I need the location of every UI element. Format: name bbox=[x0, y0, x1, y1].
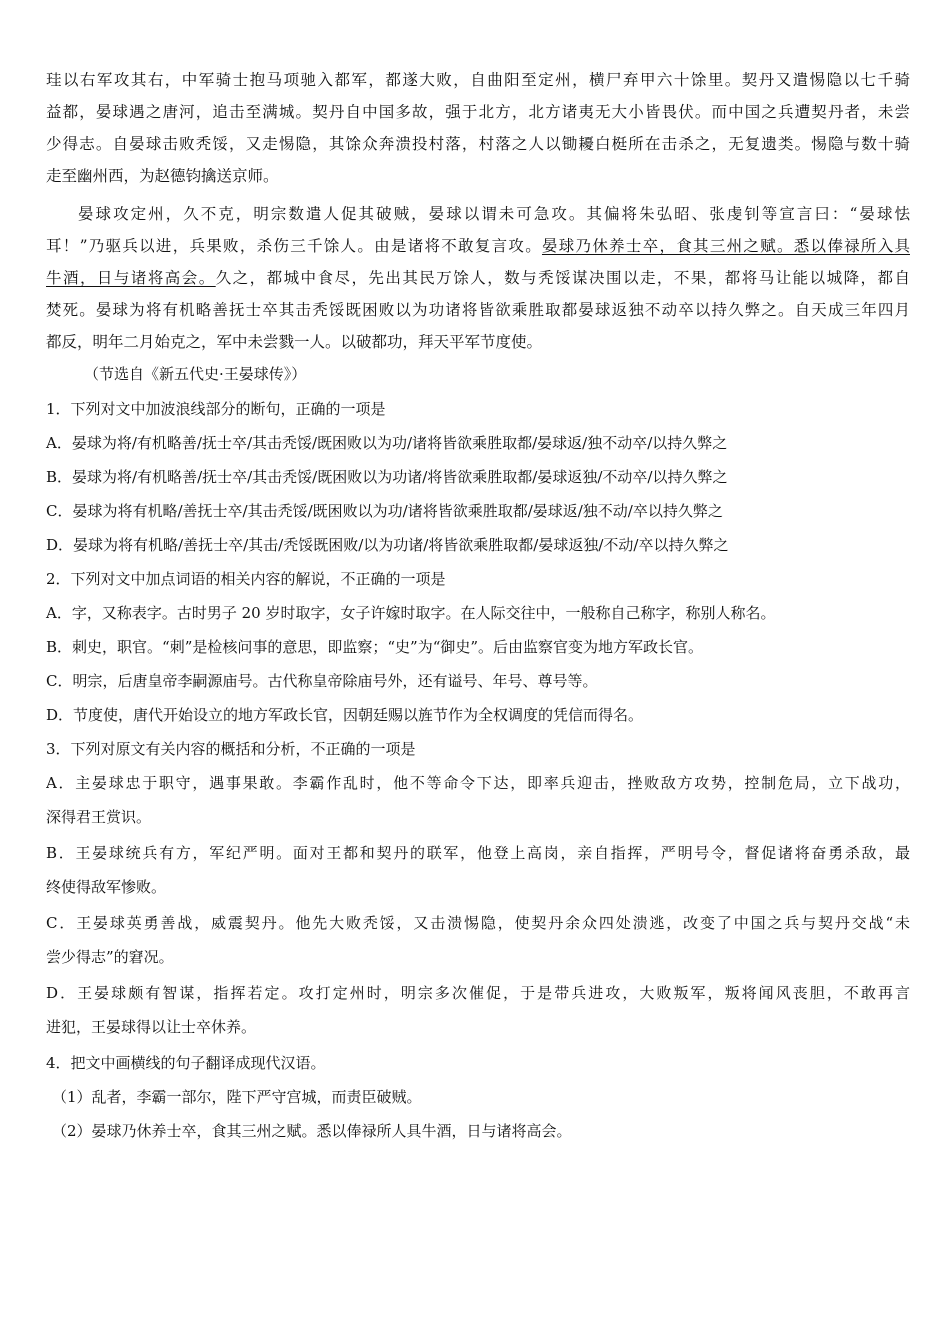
question-4 bbox=[46, 1046, 910, 1148]
question-2 bbox=[46, 562, 910, 732]
option-b: B．晏球为将/有机略善/抚士卒/其击秃馁/既困败以为功诸/将皆欲乘胜取都/晏球返独/不动卒/以持久弊之 bbox=[46, 468, 728, 486]
option-d: D．晏球为将有机略/善抚士卒/其击/秃馁既困败/以为功诸/将皆欲乘胜取都/晏球返独/不动/卒以持久弊之 bbox=[46, 536, 729, 554]
option-b-continued: 终使得敌军惨败。 bbox=[46, 878, 167, 896]
wavy-line-passage: 焚死。晏球为将有机略善抚士卒其击秃馁既困败以为功诸将皆欲乘胜取都晏球返独不动卒以持久弊之。自天成三年四月 bbox=[46, 301, 910, 319]
passage bbox=[46, 64, 910, 392]
option-c: C．明宗，后唐皇帝李嗣源庙号。古代称皇帝除庙号外，还有谥号、年号、尊号等。 bbox=[46, 672, 598, 690]
option-d: D．王晏球颇有智谋，指挥若定。攻打定州时，明宗多次催促，于是带兵进攻，大败叛军，叛将闻风丧胆，不敢再言 bbox=[46, 984, 910, 1002]
option-a: A．晏球为将/有机略善/抚士卒/其击秃馁/既困败以为功/诸将皆欲乘胜取都/晏球返/独不动卒/以持久弊之 bbox=[46, 434, 728, 452]
question-3 bbox=[46, 732, 910, 1046]
passage-text: 耳！”乃驱兵以进，兵果败，杀伤三千馀人。由是诸将不敢复言攻。 bbox=[46, 237, 542, 255]
passage-line: 晏球攻定州，久不克，明宗数遣人促其破贼，晏球以谓未可急攻。其偏将朱弘昭、张虔钊等宣言曰：“晏球怯 bbox=[78, 205, 910, 223]
question-stem: 1．下列对文中加波浪线部分的断句，正确的一项是 bbox=[46, 400, 386, 418]
passage-line: 益都，晏球遇之唐河，追击至满城。契丹自中国多故，强于北方，北方诸夷无大小皆畏伏。而中国之兵遭契丹者，未尝 bbox=[46, 103, 910, 121]
option-a: A．主晏球忠于职守，遇事果敢。李霸作乱时，他不等命令下达，即率兵迎击，挫败敌方攻势，控制危局，立下战功， bbox=[46, 774, 910, 792]
option-a-continued: 深得君王赏识。 bbox=[46, 808, 152, 826]
underlined-sentence: 晏球乃休养士卒，食其三州之赋。悉以俸禄所入具 bbox=[541, 237, 910, 255]
option-c-continued: 尝少得志”的窘况。 bbox=[46, 948, 174, 966]
option-a: A．字，又称表字。古时男子 20 岁时取字，女子许嫁时取字。在人际交往中，一般称自己称字，称别人称名。 bbox=[46, 604, 776, 622]
passage-line: 少得志。自晏球击败秃馁，又走惕隐，其馀众奔溃投村落，村落之人以锄耰白梃所在击杀之，无复遗类。惕隐与数十骑 bbox=[46, 135, 910, 153]
option-c: C．王晏球英勇善战，威震契丹。他先大败秃馁，又击溃惕隐，使契丹余众四处溃逃，改变了中国之兵与契丹交战“未 bbox=[46, 914, 910, 932]
option-d: D．节度使，唐代开始设立的地方军政长官，因朝廷赐以旌节作为全权调度的凭信而得名。 bbox=[46, 706, 644, 724]
passage-line: 珪以右军攻其右，中军骑士抱马项驰入都军，都遂大败，自曲阳至定州，横尸弃甲六十馀里。契丹又遣惕隐以七千骑 bbox=[46, 71, 910, 89]
sub-question-2: （2）晏球乃休养士卒，食其三州之赋。悉以俸禄所人具牛酒，日与诸将高会。 bbox=[52, 1122, 572, 1140]
passage-line: 都反，明年二月始克之，军中未尝戮一人。以破都功，拜天平军节度使。 bbox=[46, 333, 543, 351]
question-stem: 2．下列对文中加点词语的相关内容的解说，不正确的一项是 bbox=[46, 570, 446, 588]
passage-text: 久之，都城中食尽，先出其民万馀人，数与秃馁谋决围以走，不果，都将马让能以城降，都自 bbox=[215, 269, 910, 287]
passage-line bbox=[46, 230, 910, 262]
underlined-sentence: 牛酒，日与诸将高会。 bbox=[46, 269, 216, 287]
question-1 bbox=[46, 392, 910, 562]
question-stem: 4．把文中画横线的句子翻译成现代汉语。 bbox=[46, 1054, 326, 1072]
sub-question-1: （1）乱者，李霸一部尔，陛下严守宫城，而责臣破贼。 bbox=[52, 1088, 422, 1106]
option-b: B．刺史，职官。“刺”是检核问事的意思，即监察；“史”为“御史”。后由监察官变为地方军政长官。 bbox=[46, 638, 704, 656]
passage-line bbox=[46, 262, 910, 294]
option-c: C．晏球为将有机略/善抚士卒/其击秃馁/既困败以为功/诸将皆欲乘胜取都/晏球返/独不动/卒以持久弊之 bbox=[46, 502, 723, 520]
option-d-continued: 进犯，王晏球得以让士卒休养。 bbox=[46, 1018, 257, 1036]
question-stem: 3．下列对原文有关内容的概括和分析，不正确的一项是 bbox=[46, 740, 416, 758]
passage-line: 走至幽州西，为赵德钧擒送京师。 bbox=[46, 167, 279, 185]
passage-source: （节选自《新五代史·王晏球传》） bbox=[84, 365, 307, 383]
option-b: B．王晏球统兵有方，军纪严明。面对王都和契丹的联军，他登上高岗，亲自指挥，严明号令，督促诸将奋勇杀敌，最 bbox=[46, 844, 910, 862]
